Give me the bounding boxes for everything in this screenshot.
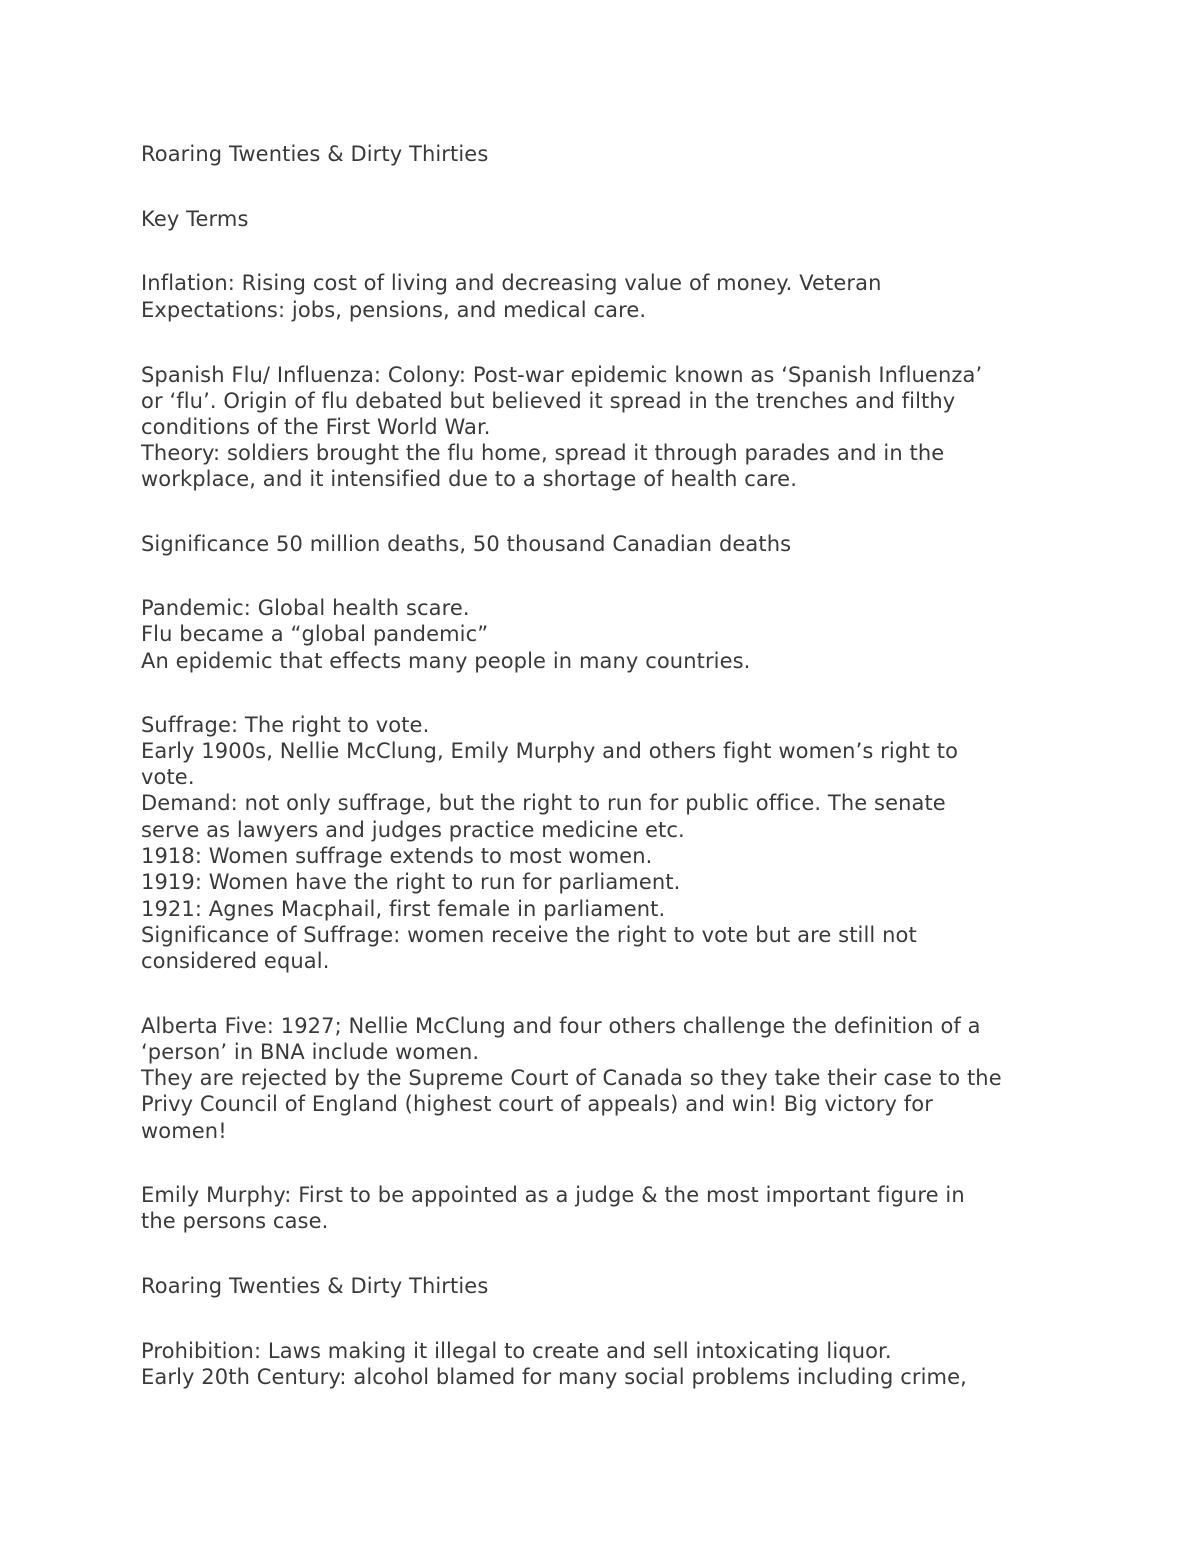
text-line: Prohibition: Laws making it illegal to create and sell intoxicating liquor. <box>141 1339 892 1363</box>
text-line: Early 20th Century: alcohol blamed for many social problems including crime, <box>141 1365 967 1389</box>
text-line: serve as lawyers and judges practice medicine etc. <box>141 818 685 842</box>
text-line: Early 1900s, Nellie McClung, Emily Murphy and others fight women’s right to <box>141 739 959 763</box>
text-line: Theory: soldiers brought the flu home, spread it through parades and in the <box>141 441 945 465</box>
text-line: Pandemic: Global health scare. <box>141 596 470 620</box>
text-line: Suffrage: The right to vote. <box>141 713 430 737</box>
text-line: Significance of Suffrage: women receive the right to vote but are still not <box>141 923 917 947</box>
text-line: 1919: Women have the right to run for parliament. <box>141 870 681 894</box>
text-line: Spanish Flu/ Influenza: Colony: Post-war epidemic known as ‘Spanish Influenza’ <box>141 363 983 387</box>
text-line: workplace, and it intensified due to a shortage of health care. <box>141 467 797 491</box>
text-line: women! <box>141 1119 227 1143</box>
text-line: Expectations: jobs, pensions, and medical care. <box>141 298 647 322</box>
text-line: Emily Murphy: First to be appointed as a judge & the most important figure in <box>141 1183 965 1207</box>
text-line: Flu became a “global pandemic” <box>141 622 489 646</box>
text-line: They are rejected by the Supreme Court of Canada so they take their case to the <box>141 1066 1002 1090</box>
significance-paragraph: Significance 50 million deaths, 50 thousand Canadian deaths <box>141 532 792 556</box>
text-line: ‘person’ in BNA include women. <box>141 1040 480 1064</box>
text-line: conditions of the First World War. <box>141 415 491 439</box>
text-line: Demand: not only suffrage, but the right to run for public office. The senate <box>141 791 946 815</box>
text-line: or ‘flu’. Origin of flu debated but believed it spread in the trenches and filthy <box>141 389 956 413</box>
text-line: considered equal. <box>141 949 330 973</box>
text-line: 1921: Agnes Macphail, first female in parliament. <box>141 897 666 921</box>
text-line: Privy Council of England (highest court of appeals) and win! Big victory for <box>141 1092 933 1116</box>
key-terms-heading: Key Terms <box>141 207 249 231</box>
text-line: Alberta Five: 1927; Nellie McClung and four others challenge the definition of a <box>141 1014 981 1038</box>
text-line: An epidemic that effects many people in many countries. <box>141 649 751 673</box>
text-line: the persons case. <box>141 1209 329 1233</box>
document-title: Roaring Twenties & Dirty Thirties <box>141 142 489 166</box>
text-line: Inflation: Rising cost of living and decreasing value of money. Veteran <box>141 271 882 295</box>
text-line: 1918: Women suffrage extends to most women. <box>141 844 653 868</box>
text-line: vote. <box>141 765 195 789</box>
section-title-repeat: Roaring Twenties & Dirty Thirties <box>141 1274 489 1298</box>
